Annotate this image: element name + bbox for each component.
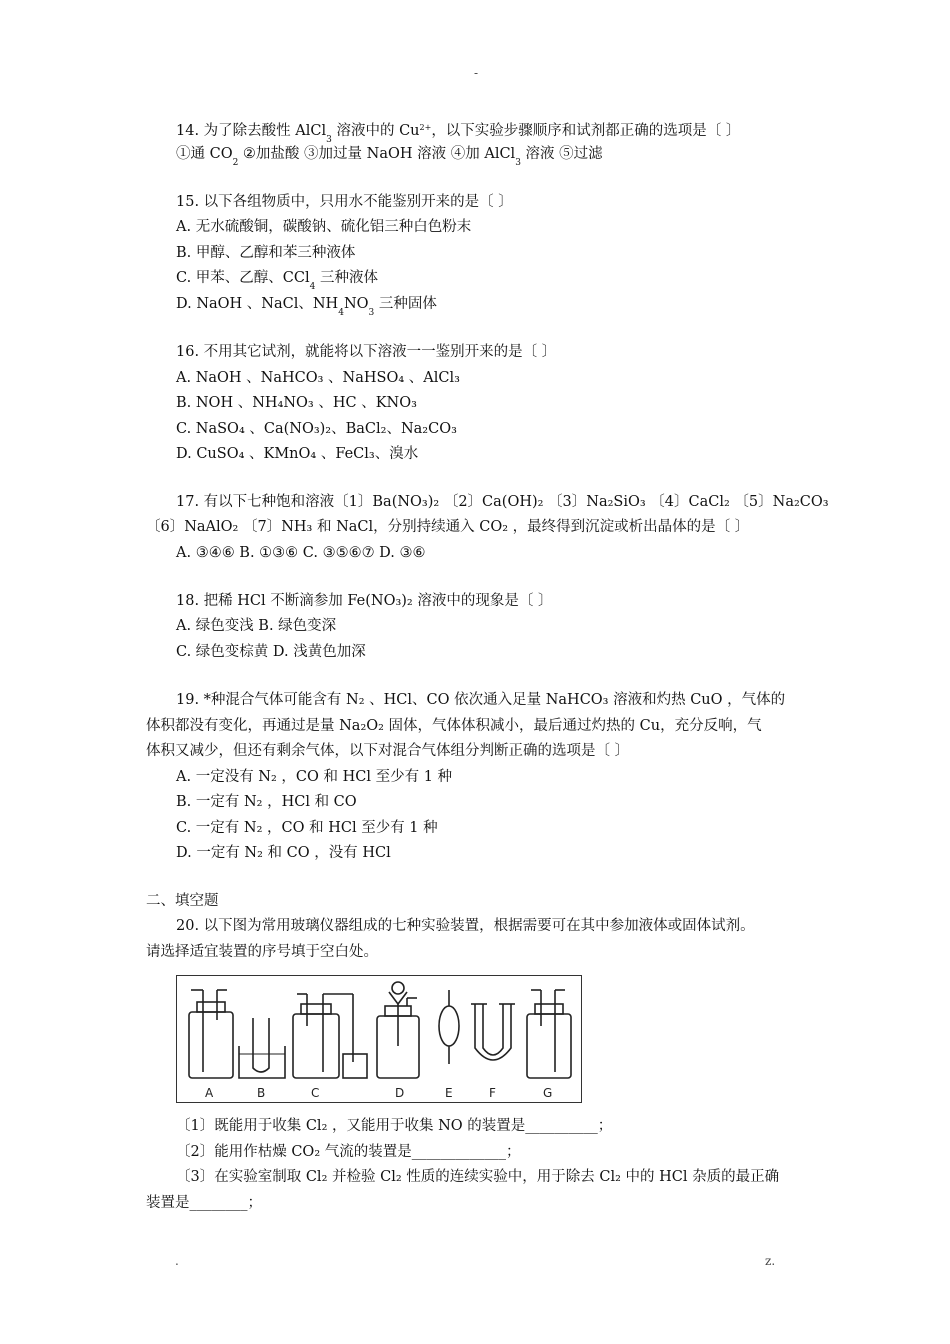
q19-stem-line2: 体积都没有变化，再通过是量 Na₂O₂ 固体，气体体积减小，最后通过灼热的 Cu，充分反响，气: [146, 718, 762, 734]
q15-option-c: C. 甲苯、乙醇、CCl$_4$ 三种液体: [176, 270, 378, 292]
apparatus-label-c: C: [311, 1086, 320, 1100]
q14-stem: 14. 为了除去酸性 AlCl$_3$ 溶液中的 $Cu^{2+}$，以下实验步骤顺序和试剂都正确的选项是〔 〕: [176, 123, 741, 145]
apparatus-label-b: B: [257, 1086, 266, 1100]
q19-option-a: A. 一定没有 N₂ ，CO 和 HCl 至少有 1 种: [176, 769, 453, 785]
q18-options-ab: A. 绿色变浅 B. 绿色变深: [176, 618, 337, 634]
q19-option-c: C. 一定有 N₂ ，CO 和 HCl 至少有 1 种: [176, 820, 438, 836]
apparatus-e: [439, 990, 459, 1064]
header-mark: -: [474, 66, 479, 80]
section-title: 二、填空题: [146, 893, 219, 909]
apparatus-c: [293, 994, 367, 1078]
q20-stem-line1: 20. 以下图为常用玻璃仪器组成的七种实验装置，根据需要可在其中参加液体或固体试剂。: [176, 918, 755, 934]
q20-part2: 〔2〕能用作枯燥 CO₂ 气流的装置是_____________；: [176, 1144, 521, 1160]
q16-option-b: B. NOH 、NH₄NO₃ 、HC 、KNO₃: [176, 395, 417, 411]
footer-right: z.: [765, 1254, 776, 1268]
apparatus-label-d: D: [395, 1086, 405, 1100]
apparatus-label-f: F: [489, 1086, 496, 1100]
q19-stem-line1: 19. *种混合气体可能含有 N₂ 、HCl、CO 依次通入足量 NaHCO₃ 溶液和灼热 CuO ，气体的: [176, 692, 786, 708]
q15-option-d: D. NaOH 、NaCl、$NH_4NO_3$ 三种固体: [176, 296, 437, 318]
q17-stem-line1: 17. 有以下七种饱和溶液〔1〕Ba(NO₃)₂ 〔2〕Ca(OH)₂ 〔3〕Na₂SiO₃ 〔4〕CaCl₂ 〔5〕Na₂CO₃: [176, 494, 829, 510]
apparatus-label-g: G: [543, 1086, 553, 1100]
q16-option-a: A. NaOH 、NaHCO₃ 、NaHSO₄ 、AlCl₃: [176, 370, 460, 386]
q18-options-cd: C. 绿色变棕黄 D. 浅黄色加深: [176, 644, 366, 660]
apparatus-figure: [176, 975, 582, 1103]
apparatus-f: [471, 1004, 515, 1060]
q15-stem: 15. 以下各组物质中，只用水不能鉴别开来的是〔 〕: [176, 194, 513, 210]
q20-part3-line1: 〔3〕在实验室制取 Cl₂ 并检验 Cl₂ 性质的连续实验中，用于除去 Cl₂ 中的 HCl 杂质的最正确: [176, 1169, 780, 1185]
apparatus-label-e: E: [445, 1086, 453, 1100]
q15-option-a: A. 无水硫酸铜，碳酸钠、硫化铝三种白色粉末: [176, 219, 472, 235]
q20-stem-line2: 请选择适宜装置的序号填于空白处。: [146, 944, 378, 960]
q14-options: ①通 $CO_2$ ②加盐酸 ③加过量 NaOH 溶液 ④加 AlCl$_3$ 溶液 ⑤过滤: [176, 146, 603, 168]
apparatus-label-a: A: [205, 1086, 214, 1100]
q20-part1: 〔1〕既能用于收集 Cl₂ ，又能用于收集 NO 的装置是__________；: [176, 1118, 613, 1134]
q19-option-b: B. 一定有 N₂ ，HCl 和 CO: [176, 794, 357, 810]
apparatus-d: [377, 982, 419, 1078]
q19-option-d: D. 一定有 N₂ 和 CO ，没有 HCl: [176, 845, 391, 861]
q18-stem: 18. 把稀 HCl 不断滴参加 Fe(NO₃)₂ 溶液中的现象是〔 〕: [176, 593, 553, 609]
q16-stem: 16. 不用其它试剂，就能将以下溶液一一鉴别开来的是〔 〕: [176, 344, 557, 360]
q17-options: A. ③④⑥ B. ①③⑥ C. ③⑤⑥⑦ D. ③⑥: [176, 545, 426, 561]
q15-option-b: B. 甲醇、乙醇和苯三种液体: [176, 245, 356, 261]
footer-left: .: [175, 1254, 179, 1268]
q16-option-d: D. CuSO₄ 、KMnO₄ 、FeCl₃、溴水: [176, 446, 419, 462]
apparatus-b: [239, 1018, 285, 1078]
q19-stem-line3: 体积又减少，但还有剩余气体，以下对混合气体组分判断正确的选项是〔 〕: [146, 743, 630, 759]
q16-option-c: C. NaSO₄ 、Ca(NO₃)₂、BaCl₂、Na₂CO₃: [176, 421, 457, 437]
q17-stem-line2: 〔6〕NaAlO₂ 〔7〕NH₃ 和 NaCl，分别持续通入 CO₂ ，最终得到沉淀或析出晶体的是〔 〕: [146, 519, 750, 535]
apparatus-g: [527, 990, 571, 1078]
apparatus-a: [189, 990, 233, 1078]
q20-part3-line2: 装置是________；: [146, 1195, 262, 1211]
